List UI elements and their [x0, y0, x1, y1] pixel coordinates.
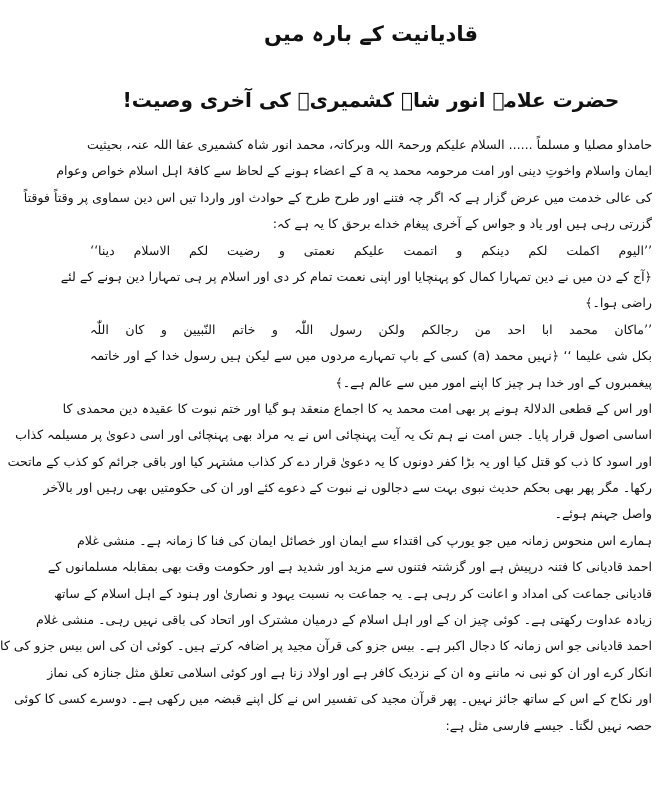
translation-line: ﴿آج کے دن میں نے دین تمہارا کمال کو پہنچایا اور اپنی نعمت تمام کر دی اور اسلام پر ہی تمہارا دین ہونے کے لئے	[60, 268, 652, 284]
text-line: گزرتی رہی ہیں اور یاد و جواس کے آخری پیغام خداے برحق کا یہ ہے کہ:	[272, 216, 652, 232]
text-line: کی عالی خدمت میں عرض گزار ہے کہ اگر چہ فتنے اور طرح طرح کے حوادث اور واردا تیں اس دین سماوی پر وقتاً فوقتاً	[23, 189, 652, 205]
text-line: قادیانی جماعت کی امداد و اعانت کر رہی ہے۔ یہ جماعت بہ نسبت یہود و نصاریٰ اور ہنود کے اہل اسلام کے ساتھ	[53, 585, 652, 601]
translation-line: بکل شی علیما ‘‘ ﴿نہیں محمد (a) کسی کے باپ تمہارے مردوں میں سے لیکن ہیں رسول خدا کے اور خاتمہ	[90, 348, 652, 364]
page-subtitle: حضرت علامہ انور شاہ کشمیریؒ کی آخری وصیت!	[122, 88, 620, 112]
text-line: زیادہ عداوت رکھتی ہے۔ کوئی چیز ان کے اور اہل اسلام کے درمیان مشترک اور اتحاد کی باقی نہیں رہی۔ منشی غلام	[35, 612, 652, 628]
body-text	[0, 116, 652, 739]
text-line: اور نکاح کے اس کے ساتھ جائز نہیں۔ پھر قرآن مجید کی تفسیر اس نے کل اپنے قبضہ میں رکھی ہے۔ دوسرے کسی کا کوئی	[14, 691, 652, 707]
text-line: اساسی اصول قرار پایا۔ جس امت نے ہم تک یہ آیت پہنچائی اس نے یہ مراد بھی پہنچائی اور اسی دعویٰ پر مسیلمہ کذاب	[15, 427, 652, 443]
translation-line: راضی ہوا۔﴾	[585, 295, 652, 311]
text-line: اور اسود کا ذب کو قتل کیا اور یہ بڑا کفر دونوں کا یہ دعویٰ قرار دے کر کذاب مشتہر کیا اور باقی جرائم کو کذب کے ماتحت	[7, 453, 652, 469]
page-title: قادیانیت کے بارہ میں	[264, 22, 478, 46]
text-line: احمد قادیانی جو اس زمانہ کا دجال اکبر ہے۔ بیس جزو کی قرآن مجید پر اضافہ کرتے ہیں۔ کوئی ان کی اس بیس جزو کی کا	[0, 638, 652, 654]
translation-line: پیغمبروں کے اور خدا ہر چیز کا اپنے امور میں سے عالم ہے۔﴾	[335, 374, 652, 390]
text-line: واصل جہنم ہوئے۔	[554, 506, 652, 522]
text-line: ہمارے اس منحوس زمانہ میں جو یورپ کی اقتداء سے ایمان اور خصائل ایمان کی فنا کا زمانہ ہے۔ منشی غلام	[77, 532, 652, 548]
text-line: انکار کرے اور ان کو نبی نہ ماننے وہ ان کے نزدیک کافر ہے اور اولاد زنا ہے اور کوئی اسلامی تعلق مثل جنازہ کی نماز	[47, 664, 652, 680]
text-line: رکھا۔ مگر پھر بھی بحکم حدیث نبوی بہت سے دجالوں نے نبوت کے دعوے کئے اور ان کی حکومتیں بھی رہیں اور بالآخر	[43, 480, 652, 496]
text-line: حامداو مصلیا و مسلماً ...... السلام علیکم ورحمۃ اللہ وبرکاتہ، محمد انور شاہ کشمیری عفا اللہ عنہ، بحیثیت	[87, 137, 652, 152]
text-line: حصہ نہیں لگتا۔ جیسے فارسی مثل ہے:	[445, 717, 652, 733]
quran-verse-line: ’’ماکان محمد ابا احد من رجالکم ولکن رسول اللّٰہ و خاتم النّبیین و کان اللّٰہ	[90, 321, 652, 337]
text-line: ایمان واسلام واخوتِ دینی اور امت مرحومہ محمد یہ a کے اعضاء ہونے کے لحاظ سے کافۂ اہل اسلام خواص وعوام	[56, 163, 652, 179]
quran-verse-line: ’’الیوم اکملت لکم دینکم و اتممت علیکم نعمتی و رضیت لکم الاسلام دینا‘‘	[90, 242, 652, 258]
text-line: احمد قادیانی کا فتنہ درپیش ہے اور گزشتہ فتنوں سے مزید اور شدید ہے اور حکومت وقت بھی بمقابلہ مسلمانوں کے	[47, 559, 652, 575]
text-line: اور اس کے قطعی الدلالۃ ہونے پر بھی امت محمد یہ کا اجماع منعقد ہو گیا اور ختم نبوت کا عقیدہ دین محمدی کا	[62, 400, 652, 416]
